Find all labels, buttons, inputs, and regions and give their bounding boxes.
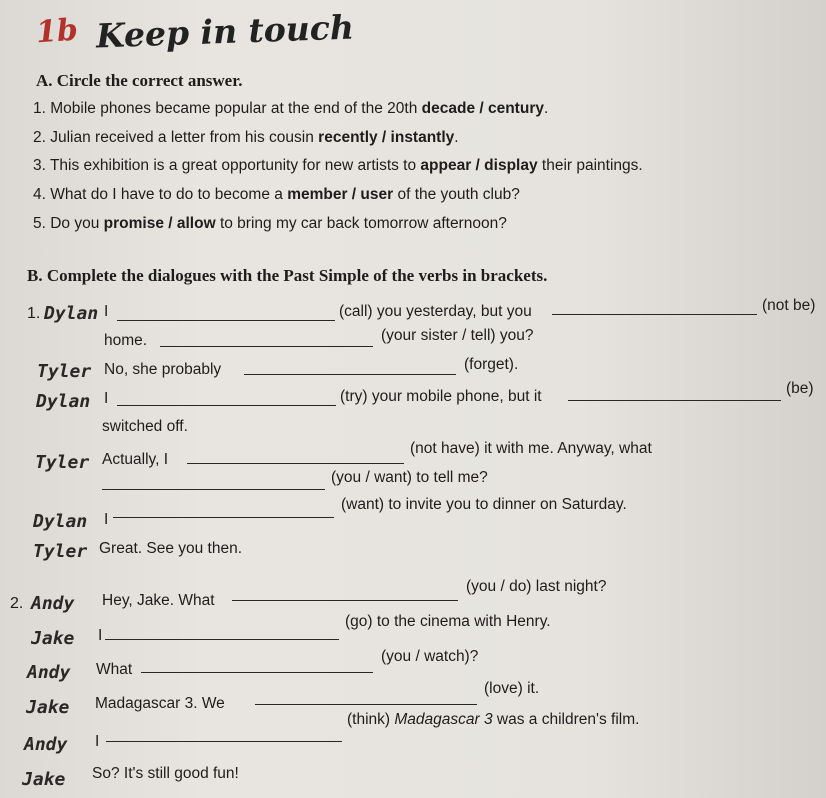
verb-prompt: (your sister / tell) you?	[381, 327, 534, 344]
unit-title: Keep in touch	[95, 7, 355, 56]
answer-blank[interactable]	[117, 405, 336, 406]
section-a-heading: A. Circle the correct answer.	[36, 71, 243, 90]
answer-blank[interactable]	[552, 314, 757, 315]
question-text: .	[454, 129, 459, 146]
verb-prompt: (you / want) to tell me?	[331, 469, 488, 486]
verb-prompt: (go) to the cinema with Henry.	[345, 613, 551, 630]
question-3	[33, 157, 643, 175]
question-text: 3. This exhibition is a great opportunity for new artists to	[33, 157, 421, 174]
dialogue-text: I	[104, 303, 109, 320]
speaker-name: Tyler	[35, 452, 90, 473]
verb-prompt: (love) it.	[484, 680, 540, 697]
answer-blank[interactable]	[255, 704, 477, 705]
verb-prompt: (be)	[786, 380, 814, 397]
verb-prompt-part: (think)	[347, 711, 395, 728]
dialogue-text: I	[104, 390, 109, 407]
question-5	[33, 215, 507, 233]
question-text: .	[543, 100, 549, 117]
question-text: their paintings.	[537, 157, 643, 174]
verb-prompt: (not be)	[762, 297, 816, 314]
speaker-name: Jake	[31, 628, 75, 649]
answer-blank[interactable]	[102, 489, 325, 490]
dialogue-text: home.	[104, 332, 148, 349]
question-1	[33, 100, 548, 118]
dialogue-text: (try) your mobile phone, but it	[340, 388, 542, 405]
speaker-name: Tyler	[33, 541, 88, 562]
answer-blank[interactable]	[187, 463, 404, 464]
question-text: 1. Mobile phones became popular at the end of the 20th	[33, 100, 422, 117]
speaker-name: Andy	[27, 662, 71, 683]
answer-blank[interactable]	[113, 517, 334, 518]
question-text: of the youth club?	[393, 186, 520, 203]
speaker-name: Andy	[31, 593, 75, 614]
answer-choice[interactable]: recently / instantly	[318, 129, 455, 146]
verb-prompt-part: was a children's film.	[492, 711, 640, 728]
dialogue-text: Madagascar 3. We	[95, 695, 225, 712]
speaker-name: Jake	[26, 697, 70, 718]
dialogue-text: No, she probably	[104, 361, 222, 378]
dialogue-text: Great. See you then.	[99, 540, 243, 557]
question-text: 2. Julian received a letter from his cousin	[33, 129, 319, 146]
verb-prompt: (forget).	[464, 356, 519, 373]
dialogue-text: (call) you yesterday, but you	[339, 303, 532, 320]
answer-choice[interactable]: member / user	[287, 186, 394, 203]
question-text: 4. What do I have to do to become a	[33, 186, 288, 203]
answer-blank[interactable]	[141, 672, 373, 673]
dialogue-number: 2.	[10, 595, 24, 612]
unit-number: 1b	[34, 12, 80, 51]
dialogue-text: switched off.	[102, 418, 188, 435]
dialogue-text: I	[98, 627, 103, 644]
dialogue-text: So? It's still good fun!	[92, 765, 239, 782]
verb-prompt	[347, 711, 639, 729]
answer-blank[interactable]	[160, 346, 373, 347]
answer-choice[interactable]: decade / century	[421, 100, 544, 117]
answer-blank[interactable]	[105, 639, 339, 640]
answer-choice[interactable]: promise / allow	[103, 215, 216, 232]
question-text: to bring my car back tomorrow afternoon?	[215, 215, 507, 232]
dialogue-text: I	[104, 511, 109, 528]
dialogue-text: What	[96, 661, 133, 678]
verb-prompt: (you / watch)?	[381, 648, 479, 665]
question-4	[33, 186, 520, 204]
question-text: 5. Do you	[33, 215, 104, 232]
speaker-name: Jake	[22, 769, 66, 790]
speaker-name: Tyler	[37, 361, 92, 382]
speaker-name: Dylan	[36, 391, 91, 412]
answer-blank[interactable]	[244, 374, 456, 375]
section-b-heading: B. Complete the dialogues with the Past Simple of the verbs in brackets.	[27, 266, 548, 285]
answer-blank[interactable]	[568, 400, 781, 401]
verb-prompt: (want) to invite you to dinner on Saturday.	[341, 496, 627, 513]
dialogue-text: Hey, Jake. What	[102, 592, 215, 609]
verb-prompt: (not have) it with me. Anyway, what	[410, 440, 652, 457]
speaker-name: Andy	[24, 734, 68, 755]
answer-blank[interactable]	[232, 600, 458, 601]
answer-blank[interactable]	[106, 741, 342, 742]
answer-choice[interactable]: appear / display	[420, 157, 538, 174]
answer-blank[interactable]	[117, 320, 335, 321]
dialogue-text: Actually, I	[102, 451, 169, 468]
film-title: Madagascar 3	[394, 711, 493, 728]
speaker-name: Dylan	[44, 303, 99, 324]
verb-prompt: (you / do) last night?	[466, 578, 607, 595]
dialogue-text: I	[95, 733, 100, 750]
question-2	[33, 129, 459, 147]
speaker-name: Dylan	[33, 511, 88, 532]
dialogue-number: 1.	[27, 305, 41, 322]
